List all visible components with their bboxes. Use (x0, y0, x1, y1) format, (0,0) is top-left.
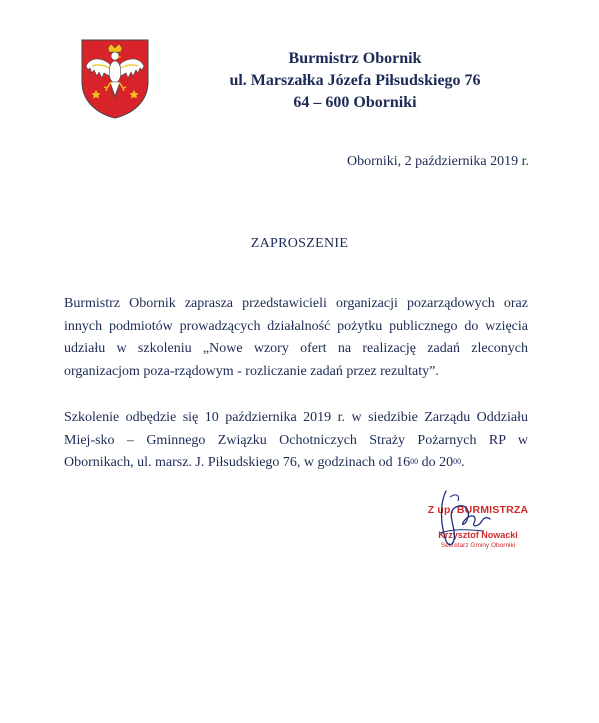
paragraph-2-end: . (461, 455, 465, 470)
stamp-authority: Z up. BURMISTRZA (427, 504, 529, 516)
stamp-position: Sekretarz Gminy Oborniki (440, 542, 516, 549)
handwritten-signature (426, 483, 496, 553)
coat-of-arms-logo (80, 38, 150, 120)
paragraph-2-mid: do 20 (418, 455, 454, 470)
document-date: Oborniki, 2 października 2019 r. (347, 154, 529, 169)
time-end-minutes: 00 (453, 457, 462, 466)
paragraph-2 (64, 407, 528, 475)
time-start-minutes: 00 (410, 457, 419, 466)
letterhead-address: ul. Marszałka Józefa Piłsudskiego 76 (229, 72, 481, 89)
letterhead (150, 48, 560, 114)
paragraph-1: Burmistrz Obornik zaprasza przedstawicieli organizacji pozarządowych oraz innych podmiotów prowadzących działalność pożytku publicznego do wzięcia udziału w szkoleniu „Nowe wzory ofert na realizację zadań zleconych organizacjom poza-rządowym - rozliczanie zadań przez rezultaty”. (64, 296, 528, 379)
paragraph-2-text: Szkolenie odbędzie się 10 października 2019 r. w siedzibie Zarządu Oddziału Miej-sko – Gminnego Związku Ochotniczych Straży Pożarnych RP w Obornikach, ul. marsz. J. Piłsudskiego 76, w godzinach od 16 (64, 410, 528, 470)
document-title: ZAPROSZENIE (250, 236, 349, 251)
letterhead-title: Burmistrz Obornik (288, 50, 422, 67)
letterhead-postcode: 64 – 600 Oborniki (293, 94, 417, 111)
stamp-name: Krzysztof Nowacki (438, 530, 518, 540)
